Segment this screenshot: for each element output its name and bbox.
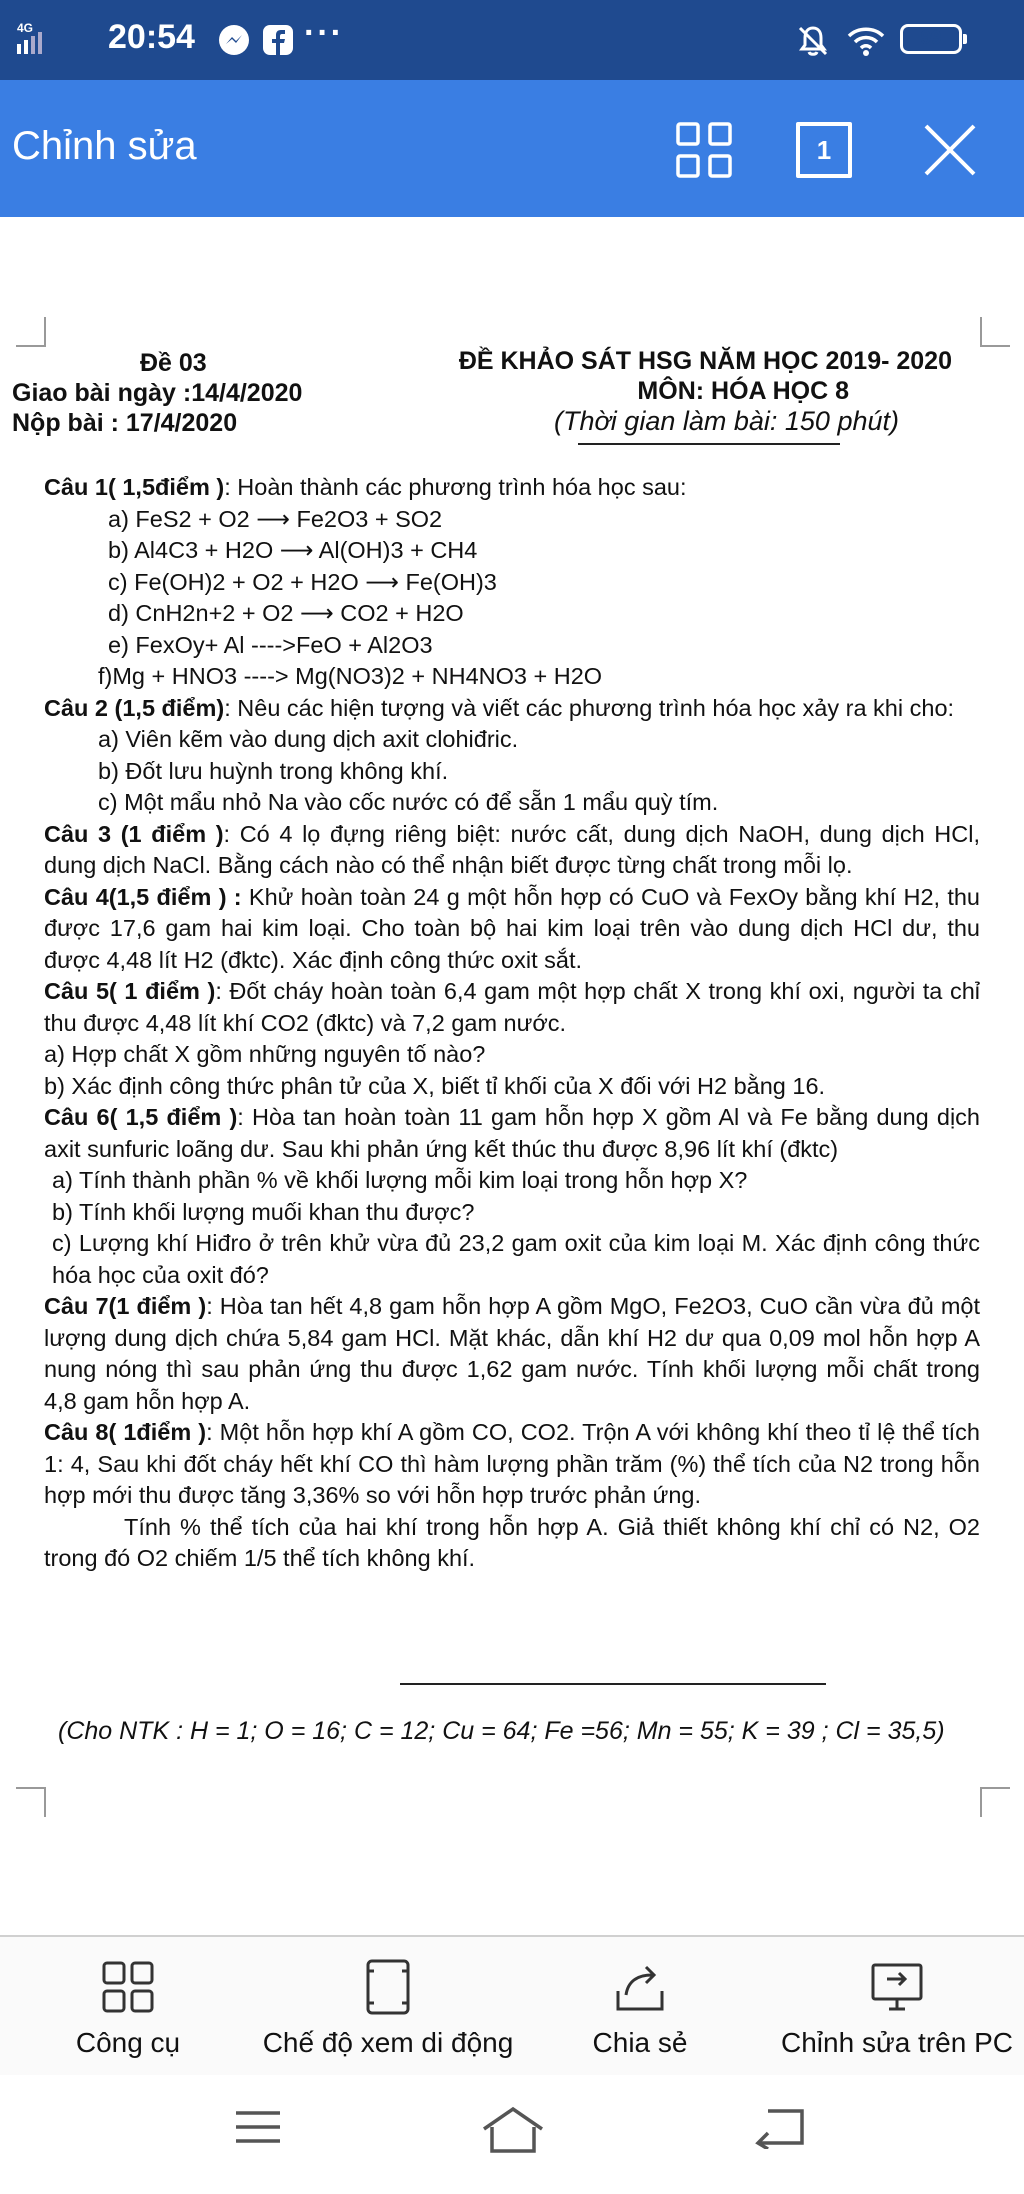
question-label: Câu 7(1 điểm ) <box>44 1293 207 1319</box>
svg-text:4G: 4G <box>17 21 34 35</box>
edit-on-pc-label: Chỉnh sửa trên PC <box>781 2027 1013 2058</box>
question-8 <box>44 1417 980 1512</box>
app-bar <box>0 80 1024 217</box>
close-icon[interactable] <box>918 118 982 182</box>
back-icon[interactable] <box>752 2105 808 2149</box>
question-1 <box>44 472 980 504</box>
page-number: 1 <box>816 134 832 165</box>
equation-item: c) Fe(OH)2 + O2 + H2O ⟶ Fe(OH)3 <box>108 568 497 595</box>
page-corner-mark <box>16 317 46 347</box>
separator-line <box>400 1683 826 1685</box>
mobile-view-label: Chế độ xem di động <box>262 2027 514 2058</box>
share-icon <box>610 1957 670 2017</box>
equation-item: d) CnH2n+2 + O2 ⟶ CO2 + H2O <box>108 600 464 626</box>
home-icon[interactable] <box>480 2105 546 2155</box>
question-text: Khử hoàn toàn 24 g một hỗn hợp có CuO và FexOy bằng khí H2, thu được 17,6 gam hai kim loại. Cho toàn bộ hai kim loại trên vào dung dịch HCl dư, thu được 4,48 lít H2 (đktc). Xác định công thức oxit sắt. <box>44 883 981 973</box>
question-2 <box>44 693 980 725</box>
header-underline <box>578 443 840 445</box>
tools-button[interactable] <box>58 1937 198 2077</box>
document-page[interactable] <box>0 217 1024 1935</box>
battery-icon <box>900 24 962 54</box>
exam-code: Đề 03 <box>140 349 207 377</box>
equation-item: e) FexOy+ Al ---->FeO + Al2O3 <box>108 631 433 658</box>
exam-duration: (Thời gian làm bài: 150 phút) <box>553 406 899 436</box>
question-text: : Hòa tan hết 4,8 gam hỗn hợp A gồm MgO, Fe2O3, CuO cần vừa đủ một lượng dung dịch chứa 5,84 gam HCl. Mặt khác, dẫn khí H2 dư qua 0,09 mol hỗn hợp A nung nóng thì sau phản ứng thu được 1,62 gam nước. Tính khối lượng mỗi chất trong 4,8 gam hỗn hợp A. <box>44 1293 980 1414</box>
menu-icon[interactable] <box>232 2105 284 2149</box>
page-count-icon[interactable] <box>796 122 852 178</box>
share-label: Chia sẻ <box>592 2027 688 2058</box>
question-text: Tính % thể tích của hai khí trong hỗn hợp A. Giả thiết không khí chỉ có N2, O2 trong đó O2 chiếm 1/5 thể tích không khí. <box>44 1513 980 1571</box>
question-text: : Một hỗn hợp khí A gồm CO, CO2. Trộn A với không khí theo tỉ lệ thể tích 1: 4, Sau khi đốt cháy hết khí CO thì hàm lượng phần trăm (%) thể tích của N2 trong hỗn hợp mới thu được tăng 3,36% so với hỗn hợp trước phản ứng. <box>44 1419 981 1508</box>
question-label: Câu 8( 1điểm ) <box>44 1419 207 1445</box>
due-date: Nộp bài : 17/4/2020 <box>12 409 238 437</box>
wifi-icon <box>846 24 886 58</box>
exam-title: ĐỀ KHẢO SÁT HSG NĂM HỌC 2019- 2020 <box>458 347 952 375</box>
clock: 20:54 <box>108 18 195 56</box>
question-item: c) Một mẩu nhỏ Na vào cốc nước có để sẵn 1 mẩu quỳ tím. <box>98 789 719 815</box>
question-item: c) Lượng khí Hiđro ở trên khử vừa đủ 23,2 gam oxit của kim loại M. Xác định công thức hóa học của oxit đó? <box>52 1230 980 1288</box>
signal-icon <box>14 20 50 60</box>
question-text: : Hòa tan hoàn toàn 11 gam hỗn hợp X gồm Al và Fe bằng dung dịch axit sunfuric loãng dư. Sau khi phản ứng kết thúc thu được 8,96 lít khí (đktc) <box>44 1104 981 1162</box>
messenger-icon <box>218 24 250 56</box>
page-corner-mark <box>980 317 1010 347</box>
facebook-icon <box>262 24 294 56</box>
question-5 <box>44 976 980 1039</box>
grid-icon[interactable] <box>672 118 736 182</box>
question-item: a) Tính thành phần % về khối lượng mỗi kim loại trong hỗn hợp X? <box>52 1167 748 1193</box>
question-item: b) Xác định công thức phân tử của X, biết tỉ khối của X đối với H2 bằng 16. <box>44 1072 826 1099</box>
question-label: Câu 5( 1 điểm ) <box>44 978 216 1004</box>
assigned-date: Giao bài ngày :14/4/2020 <box>12 379 303 407</box>
question-item: b) Tính khối lượng muối khan thu được? <box>52 1198 475 1225</box>
question-label: Câu 4(1,5 điểm ) : <box>44 883 242 910</box>
question-text: : Hoàn thành các phương trình hóa học sau: <box>224 474 687 500</box>
edit-on-pc-icon <box>867 1957 927 2017</box>
share-button[interactable] <box>575 1937 705 2077</box>
battery-level: 99 <box>920 28 942 49</box>
exam-subject: MÔN: HÓA HỌC 8 <box>637 377 849 405</box>
question-text: : Có 4 lọ đựng riêng biệt: nước cất, dung dịch NaOH, dung dịch HCl, dung dịch NaCl. Bằng cách nào có thể nhận biết được từng chất trong mỗi lọ. <box>44 820 980 878</box>
question-text: : Nêu các hiện tượng và viết các phương trình hóa học xảy ra khi cho: <box>224 694 955 721</box>
equation-item: f)Mg + HNO3 ----> Mg(NO3)2 + NH4NO3 + H2O <box>98 663 603 689</box>
mute-icon <box>796 24 830 58</box>
edit-on-pc-button[interactable] <box>770 1937 1024 2077</box>
tools-label: Công cụ <box>75 2027 181 2058</box>
question-label: Câu 1( 1,5điểm ) <box>44 474 225 500</box>
question-label: Câu 6( 1,5 điểm ) <box>44 1104 238 1130</box>
more-dots-icon: ··· <box>304 14 344 52</box>
page-corner-mark <box>980 1787 1010 1817</box>
page-corner-mark <box>16 1787 46 1817</box>
equation-item: b) Al4C3 + H2O ⟶ Al(OH)3 + CH4 <box>108 537 478 563</box>
exam-body <box>44 472 980 1575</box>
atomic-mass-note: (Cho NTK : H = 1; O = 16; C = 12; Cu = 64; Fe =56; Mn = 55; K = 39 ; Cl = 35,5) <box>58 1717 945 1745</box>
navigation-bar <box>0 2075 1024 2194</box>
question-label: Câu 3 (1 điểm ) <box>44 820 224 847</box>
question-item: b) Đốt lưu huỳnh trong không khí. <box>98 757 449 784</box>
question-item: a) Hợp chất X gồm những nguyên tố nào? <box>44 1041 486 1067</box>
question-4 <box>44 882 980 977</box>
equation-item: a) FeS2 + O2 ⟶ Fe2O3 + SO2 <box>108 505 443 532</box>
tools-icon <box>98 1957 158 2017</box>
page-title: Chỉnh sửa <box>12 124 197 168</box>
question-6 <box>44 1102 980 1165</box>
question-label: Câu 2 (1,5 điểm) <box>44 694 225 721</box>
question-text: : Đốt cháy hoàn toàn 6,4 gam một hợp chất X trong khí oxi, người ta chỉ thu được 4,48 lít khí CO2 (đktc) và 7,2 gam nước. <box>44 978 980 1036</box>
mobile-view-button[interactable] <box>248 1937 528 2077</box>
bottom-toolbar <box>0 1935 1024 2075</box>
question-item: a) Viên kẽm vào dung dịch axit clohiđric. <box>98 726 519 752</box>
status-bar <box>0 0 1024 80</box>
mobile-view-icon <box>358 1957 418 2017</box>
question-3 <box>44 819 980 882</box>
question-7 <box>44 1291 980 1417</box>
